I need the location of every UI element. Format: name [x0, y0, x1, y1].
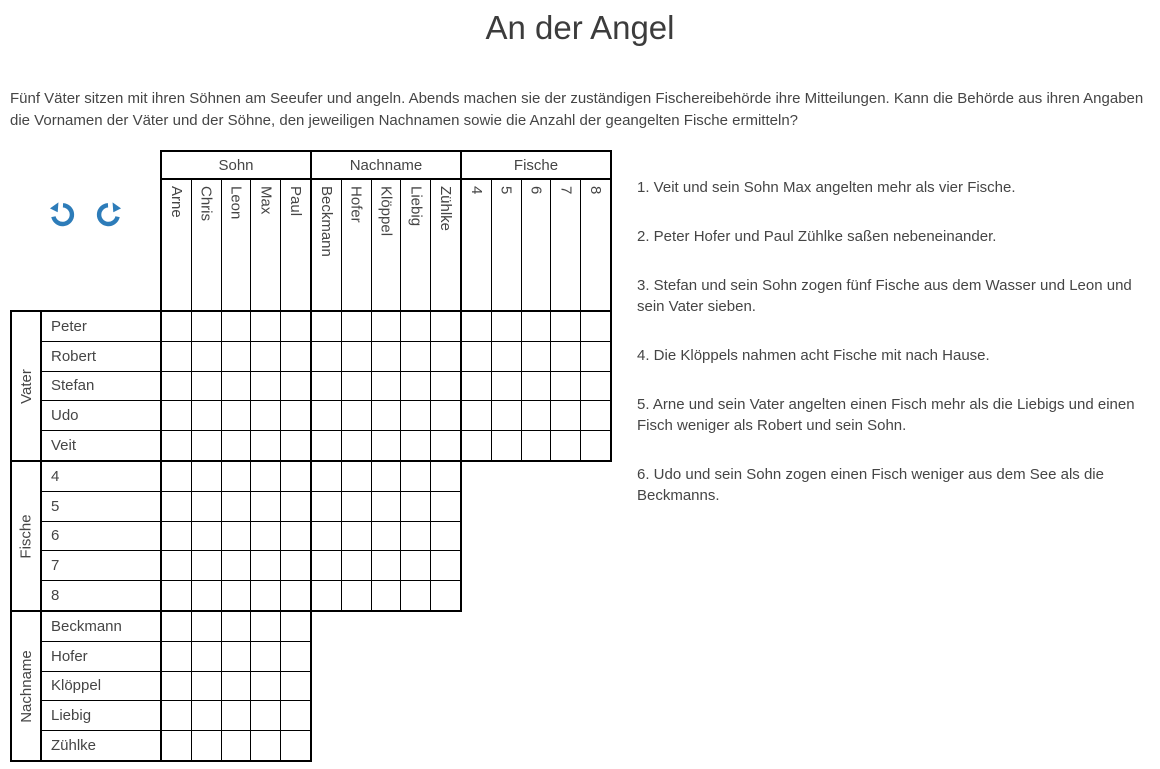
row-label-text: Hofer [51, 647, 88, 665]
row-label-text: 6 [51, 527, 60, 545]
column-label-text: Paul [287, 186, 305, 217]
column-label [312, 180, 341, 310]
column-group-header-nachname: Nachname [310, 150, 462, 180]
grid-cell[interactable] [312, 312, 341, 341]
grid-cell[interactable] [342, 462, 371, 491]
row-label-text: Zühlke [51, 737, 97, 755]
cell-block [160, 610, 312, 762]
column-label [401, 180, 430, 310]
row-label [42, 581, 160, 610]
grid-cell[interactable] [372, 462, 401, 491]
grid-cell[interactable] [581, 372, 610, 401]
row-label [42, 401, 160, 430]
grid-cell[interactable] [581, 401, 610, 430]
grid-cell[interactable] [401, 581, 430, 610]
grid-cell[interactable] [162, 612, 191, 641]
grid-cell[interactable] [342, 551, 371, 580]
grid-cell[interactable] [431, 492, 460, 521]
row-label [42, 312, 160, 341]
grid-cell[interactable] [192, 492, 221, 521]
grid-cell[interactable] [281, 701, 310, 730]
cell-block [160, 310, 312, 462]
grid-cell[interactable] [372, 312, 401, 341]
grid-cell[interactable] [462, 372, 491, 401]
grid-cell[interactable] [312, 431, 341, 460]
grid-cell[interactable] [401, 522, 430, 551]
grid-cell[interactable] [462, 342, 491, 371]
grid-cell[interactable] [222, 731, 251, 760]
column-label [372, 180, 401, 310]
grid-cell[interactable] [162, 701, 191, 730]
row-group-header-vater [10, 310, 42, 462]
grid-cell[interactable] [551, 401, 580, 430]
row-label-text: Veit [51, 437, 77, 455]
grid-cell[interactable] [281, 731, 310, 760]
column-label [251, 180, 280, 310]
row-group-header-fische [10, 460, 42, 612]
clue-1: 1. Veit und sein Sohn Max angelten mehr als vier Fische. [637, 179, 1016, 196]
grid-cell[interactable] [162, 372, 191, 401]
grid-cell[interactable] [401, 492, 430, 521]
grid-cell[interactable] [401, 462, 430, 491]
grid-cell[interactable] [401, 551, 430, 580]
grid-cell[interactable] [431, 431, 460, 460]
column-labels-block [460, 178, 612, 312]
column-label-text: Liebig [407, 186, 425, 227]
grid-cell[interactable] [281, 672, 310, 701]
cell-block [310, 460, 462, 612]
cell-block [460, 310, 612, 462]
column-label [492, 180, 521, 310]
column-label-text: 4 [467, 186, 485, 195]
grid-cell[interactable] [551, 342, 580, 371]
column-label-text: Max [257, 186, 275, 215]
grid-cell[interactable] [342, 401, 371, 430]
row-label-text: 5 [51, 497, 60, 515]
column-labels-block [310, 178, 462, 312]
row-label-text: 4 [51, 467, 60, 485]
cell-block [310, 310, 462, 462]
grid-cell[interactable] [281, 312, 310, 341]
grid-cell[interactable] [192, 642, 221, 671]
grid-cell[interactable] [462, 401, 491, 430]
column-label [342, 180, 371, 310]
column-label-text: Klöppel [377, 186, 395, 237]
grid-cell[interactable] [492, 342, 521, 371]
grid-cell[interactable] [192, 431, 221, 460]
clue-list [637, 177, 1157, 534]
row-label-text: 8 [51, 587, 60, 605]
grid-cell[interactable] [251, 492, 280, 521]
grid-cell[interactable] [162, 672, 191, 701]
grid-cell[interactable] [312, 522, 341, 551]
grid-cell[interactable] [162, 312, 191, 341]
grid-cell[interactable] [522, 372, 551, 401]
grid-cell[interactable] [192, 372, 221, 401]
row-labels-block [40, 310, 162, 462]
row-label [42, 731, 160, 760]
grid-cell[interactable] [192, 581, 221, 610]
row-label-text: 7 [51, 557, 60, 575]
grid-cell[interactable] [281, 492, 310, 521]
grid-cell[interactable] [251, 672, 280, 701]
row-label [42, 342, 160, 371]
undo-icon [49, 216, 76, 231]
grid-cell[interactable] [342, 522, 371, 551]
column-label-text: 6 [527, 186, 545, 195]
grid-cell[interactable] [162, 731, 191, 760]
grid-cell[interactable] [372, 551, 401, 580]
column-label [192, 180, 221, 310]
grid-cell[interactable] [342, 372, 371, 401]
grid-cell[interactable] [222, 462, 251, 491]
row-label [42, 642, 160, 671]
row-label-text: Udo [51, 407, 79, 425]
grid-cell[interactable] [522, 401, 551, 430]
grid-cell[interactable] [222, 312, 251, 341]
grid-cell[interactable] [462, 431, 491, 460]
grid-cell[interactable] [162, 431, 191, 460]
row-labels-block [40, 610, 162, 762]
column-label-text: Beckmann [317, 186, 335, 257]
grid-cell[interactable] [222, 551, 251, 580]
grid-cell[interactable] [281, 372, 310, 401]
grid-cell[interactable] [251, 401, 280, 430]
row-label [42, 551, 160, 580]
grid-cell[interactable] [222, 431, 251, 460]
grid-cell[interactable] [551, 431, 580, 460]
column-label-text: 8 [587, 186, 605, 195]
row-label [42, 612, 160, 641]
cell-block [160, 460, 312, 612]
grid-cell[interactable] [401, 312, 430, 341]
grid-cell[interactable] [372, 372, 401, 401]
column-labels-block [160, 178, 312, 312]
grid-cell[interactable] [431, 312, 460, 341]
undo-button[interactable] [49, 200, 76, 228]
grid-cell[interactable] [431, 551, 460, 580]
grid-cell[interactable] [222, 581, 251, 610]
grid-cell[interactable] [162, 401, 191, 430]
grid-cell[interactable] [251, 731, 280, 760]
column-label [581, 180, 610, 310]
grid-cell[interactable] [372, 342, 401, 371]
grid-cell[interactable] [522, 312, 551, 341]
grid-cell[interactable] [192, 342, 221, 371]
grid-cell[interactable] [281, 431, 310, 460]
grid-cell[interactable] [281, 462, 310, 491]
grid-cell[interactable] [162, 551, 191, 580]
puzzle-description: Fünf Väter sitzen mit ihren Söhnen am Seeufer und angeln. Abends machen sie der zuständigen Fischereibehörde ihre Mitteilungen. Kann die Behörde aus ihren Angaben die Vornamen der Väter und der Söhne, den jeweiligen Nachnamen sowie die Anzahl der geangelten Fische ermitteln? [10, 90, 1144, 129]
grid-cell[interactable] [492, 401, 521, 430]
grid-cell[interactable] [312, 401, 341, 430]
column-label [222, 180, 251, 310]
grid-cell[interactable] [251, 581, 280, 610]
column-label [551, 180, 580, 310]
grid-cell[interactable] [251, 312, 280, 341]
grid-cell[interactable] [312, 492, 341, 521]
grid-cell[interactable] [192, 312, 221, 341]
row-label-text: Liebig [51, 707, 92, 725]
grid-cell[interactable] [312, 462, 341, 491]
grid-cell[interactable] [251, 342, 280, 371]
grid-cell[interactable] [372, 581, 401, 610]
grid-cell[interactable] [192, 401, 221, 430]
grid-cell[interactable] [251, 642, 280, 671]
grid-cell[interactable] [581, 342, 610, 371]
clue-2: 2. Peter Hofer und Paul Zühlke saßen nebeneinander. [637, 228, 997, 245]
grid-cell[interactable] [281, 612, 310, 641]
row-label-text: Klöppel [51, 677, 102, 695]
row-label [42, 462, 160, 491]
row-label-text: Robert [51, 347, 97, 365]
grid-cell[interactable] [162, 581, 191, 610]
grid-cell[interactable] [431, 462, 460, 491]
grid-cell[interactable] [492, 431, 521, 460]
grid-cell[interactable] [251, 612, 280, 641]
row-label [42, 372, 160, 401]
grid-cell[interactable] [551, 372, 580, 401]
grid-cell[interactable] [222, 342, 251, 371]
grid-cell[interactable] [192, 612, 221, 641]
grid-cell[interactable] [522, 342, 551, 371]
row-group-header-text: Vater [17, 368, 35, 404]
grid-cell[interactable] [251, 551, 280, 580]
grid-cell[interactable] [222, 372, 251, 401]
page-title: An der Angel [485, 9, 675, 46]
clue-6: 6. Udo und sein Sohn zogen einen Fisch weniger aus dem See als die Beckmanns. [637, 466, 1104, 504]
redo-button[interactable] [95, 200, 122, 228]
grid-cell[interactable] [342, 431, 371, 460]
clue-4: 4. Die Klöppels nahmen acht Fische mit nach Hause. [637, 347, 990, 364]
column-label [431, 180, 460, 310]
column-label-text: 7 [557, 186, 575, 195]
grid-cell[interactable] [222, 672, 251, 701]
grid-cell[interactable] [551, 312, 580, 341]
grid-cell[interactable] [431, 372, 460, 401]
grid-cell[interactable] [281, 581, 310, 610]
grid-cell[interactable] [222, 701, 251, 730]
column-label [281, 180, 310, 310]
grid-cell[interactable] [162, 642, 191, 671]
grid-cell[interactable] [342, 581, 371, 610]
grid-cell[interactable] [251, 701, 280, 730]
grid-cell[interactable] [251, 431, 280, 460]
column-label-text: Hofer [347, 186, 365, 223]
grid-cell[interactable] [281, 551, 310, 580]
row-label [42, 672, 160, 701]
grid-cell[interactable] [431, 401, 460, 430]
grid-cell[interactable] [222, 492, 251, 521]
grid-cell[interactable] [342, 312, 371, 341]
grid-cell[interactable] [401, 342, 430, 371]
grid-cell[interactable] [462, 312, 491, 341]
grid-cell[interactable] [251, 462, 280, 491]
grid-cell[interactable] [192, 672, 221, 701]
grid-cell[interactable] [162, 342, 191, 371]
grid-cell[interactable] [492, 372, 521, 401]
grid-cell[interactable] [192, 462, 221, 491]
column-label-text: Zühlke [437, 186, 455, 232]
grid-cell[interactable] [342, 342, 371, 371]
grid-cell[interactable] [251, 372, 280, 401]
row-labels-block [40, 460, 162, 612]
column-label-text: Arne [167, 186, 185, 218]
column-group-header-sohn: Sohn [160, 150, 312, 180]
grid-cell[interactable] [192, 731, 221, 760]
grid-cell[interactable] [372, 492, 401, 521]
grid-cell[interactable] [312, 581, 341, 610]
row-label-text: Stefan [51, 377, 95, 395]
row-label [42, 701, 160, 730]
grid-cell[interactable] [492, 312, 521, 341]
grid-cell[interactable] [431, 581, 460, 610]
grid-cell[interactable] [222, 612, 251, 641]
row-label [42, 431, 160, 460]
column-label [462, 180, 491, 310]
column-label [522, 180, 551, 310]
grid-cell[interactable] [401, 431, 430, 460]
clue-5: 5. Arne und sein Vater angelten einen Fisch mehr als die Liebigs und einen Fisch weniger als Robert und sein Sohn. [637, 396, 1135, 434]
row-group-header-text: Fische [17, 513, 35, 559]
grid-cell[interactable] [431, 522, 460, 551]
clue-3: 3. Stefan und sein Sohn zogen fünf Fische aus dem Wasser und Leon und sein Vater sieben. [637, 277, 1132, 315]
grid-cell[interactable] [372, 431, 401, 460]
grid-cell[interactable] [162, 462, 191, 491]
grid-cell[interactable] [372, 401, 401, 430]
column-label-text: Leon [227, 186, 245, 220]
grid-cell[interactable] [281, 522, 310, 551]
row-label-text: Peter [51, 317, 87, 335]
column-group-header-fische: Fische [460, 150, 612, 180]
grid-cell[interactable] [401, 372, 430, 401]
grid-cell[interactable] [222, 401, 251, 430]
grid-cell[interactable] [192, 701, 221, 730]
grid-cell[interactable] [222, 642, 251, 671]
row-label [42, 492, 160, 521]
row-group-header-text: Nachname [17, 649, 35, 723]
grid-cell[interactable] [251, 522, 280, 551]
grid-cell[interactable] [192, 522, 221, 551]
grid-cell[interactable] [312, 372, 341, 401]
grid-cell[interactable] [222, 522, 251, 551]
row-group-header-nachname [10, 610, 42, 762]
column-label-text: Chris [197, 186, 215, 222]
column-label [162, 180, 191, 310]
grid-cell[interactable] [581, 312, 610, 341]
grid-cell[interactable] [312, 342, 341, 371]
grid-cell[interactable] [162, 492, 191, 521]
grid-cell[interactable] [431, 342, 460, 371]
row-label-text: Beckmann [51, 617, 122, 635]
grid-cell[interactable] [162, 522, 191, 551]
redo-icon [95, 216, 122, 231]
grid-cell[interactable] [522, 431, 551, 460]
grid-cell[interactable] [581, 431, 610, 460]
row-label [42, 522, 160, 551]
grid-cell[interactable] [281, 642, 310, 671]
grid-cell[interactable] [281, 342, 310, 371]
grid-cell[interactable] [401, 401, 430, 430]
column-label-text: 5 [497, 186, 515, 195]
grid-cell[interactable] [312, 551, 341, 580]
grid-cell[interactable] [192, 551, 221, 580]
grid-cell[interactable] [281, 401, 310, 430]
grid-cell[interactable] [372, 522, 401, 551]
grid-cell[interactable] [342, 492, 371, 521]
